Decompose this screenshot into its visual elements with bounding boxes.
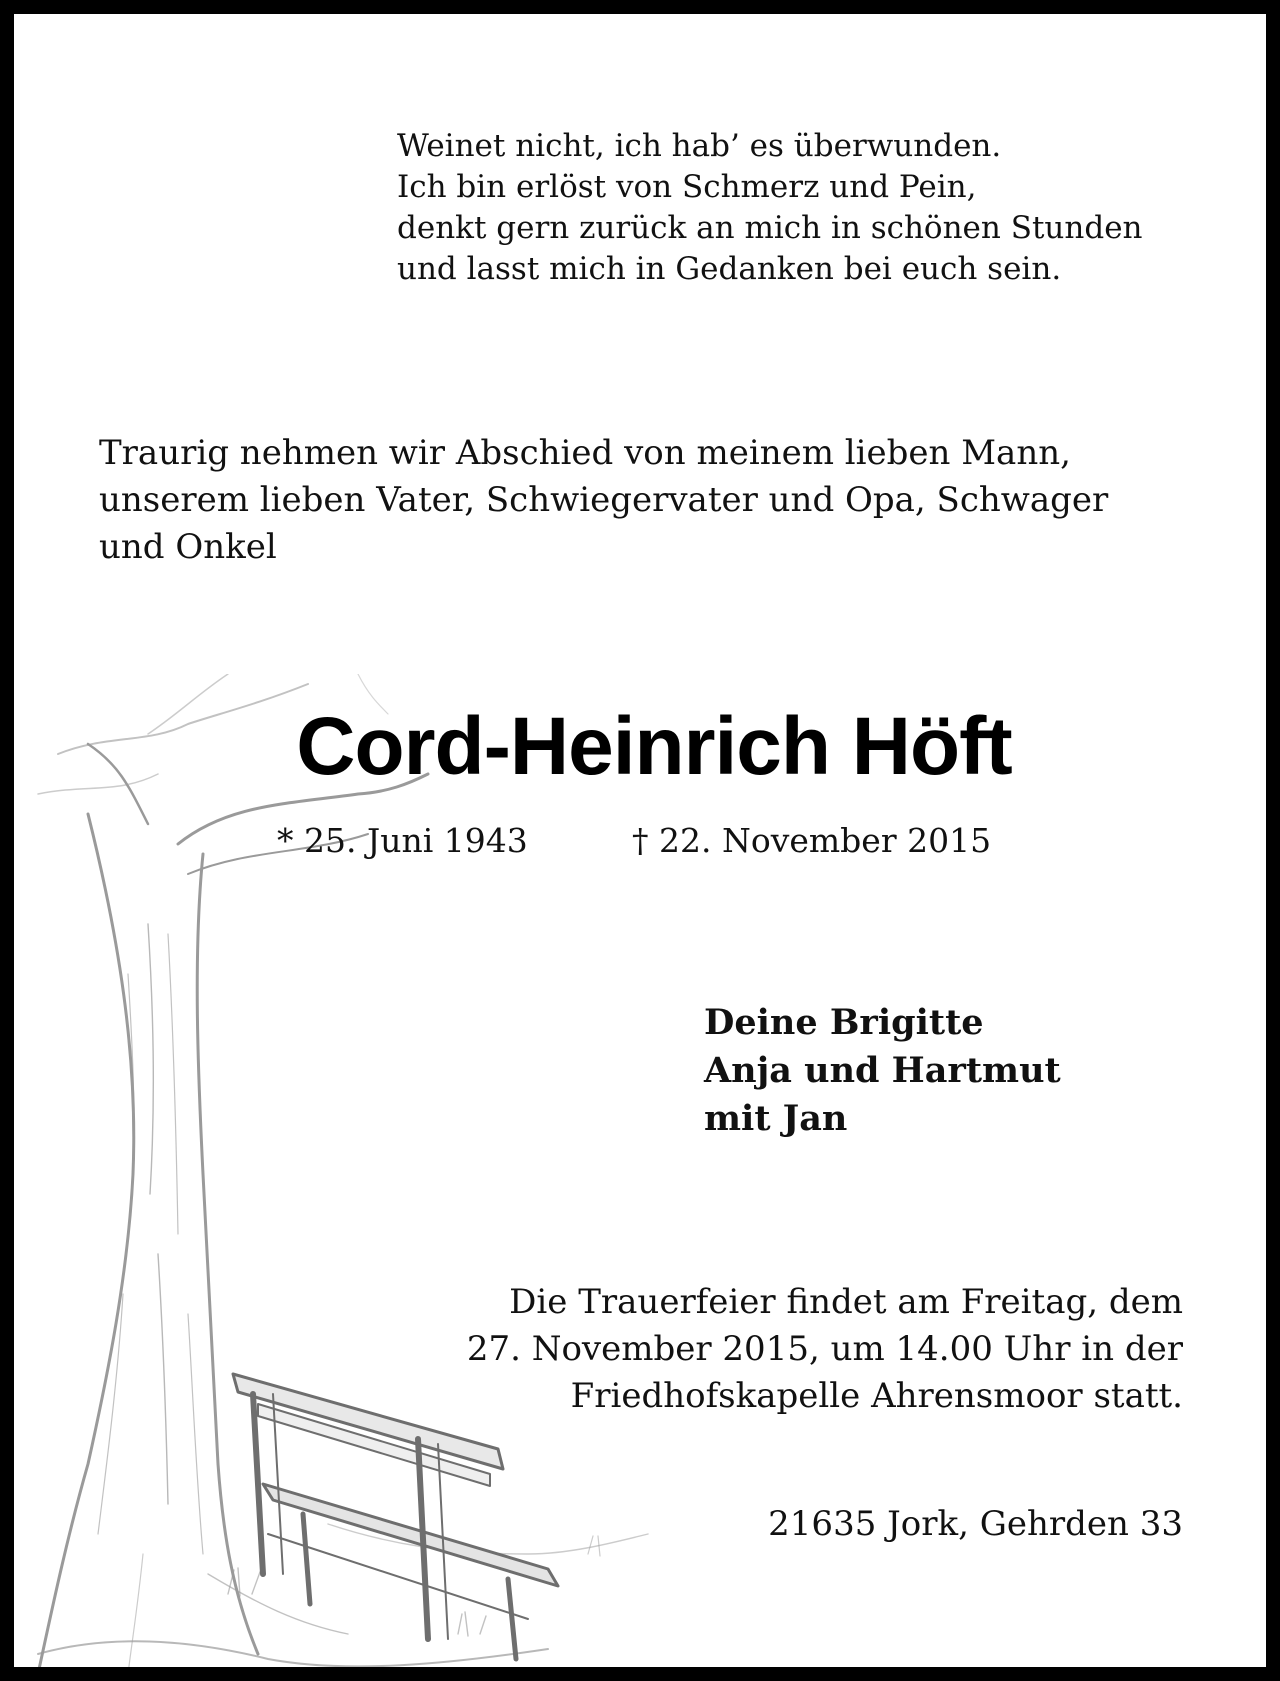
intro-line: unserem lieben Vater, Schwiegervater und Opa, Schwager: [99, 480, 1109, 520]
poem-line: denkt gern zurück an mich in schönen Stunden: [397, 210, 1143, 246]
poem-verse: [397, 126, 1143, 290]
death-date: † 22. November 2015: [632, 821, 992, 860]
service-line: Die Trauerfeier findet am Freitag, dem: [509, 1282, 1183, 1322]
intro-line: und Onkel: [99, 527, 277, 567]
poem-line: Ich bin erlöst von Schmerz und Pein,: [397, 169, 977, 205]
poem-line: und lasst mich in Gedanken bei euch sein.: [397, 251, 1062, 287]
poem-line: Weinet nicht, ich hab’ es überwunden.: [397, 128, 1002, 164]
funeral-service-info: [383, 1279, 1183, 1420]
address: 21635 Jork, Gehrden 33: [768, 1504, 1183, 1544]
deceased-name: Cord-Heinrich Höft: [296, 701, 1012, 792]
service-line: Friedhofskapelle Ahrensmoor statt.: [570, 1376, 1183, 1416]
family-line: Deine Brigitte: [704, 1002, 984, 1043]
service-line: 27. November 2015, um 14.00 Uhr in der: [466, 1329, 1183, 1369]
family-line: Anja und Hartmut: [704, 1050, 1061, 1091]
family-line: mit Jan: [704, 1098, 848, 1139]
intro-line: Traurig nehmen wir Abschied von meinem lieben Mann,: [99, 433, 1071, 473]
family-signatures: [704, 999, 1061, 1143]
farewell-intro: [99, 430, 1108, 571]
birth-date: * 25. Juni 1943: [277, 821, 528, 860]
